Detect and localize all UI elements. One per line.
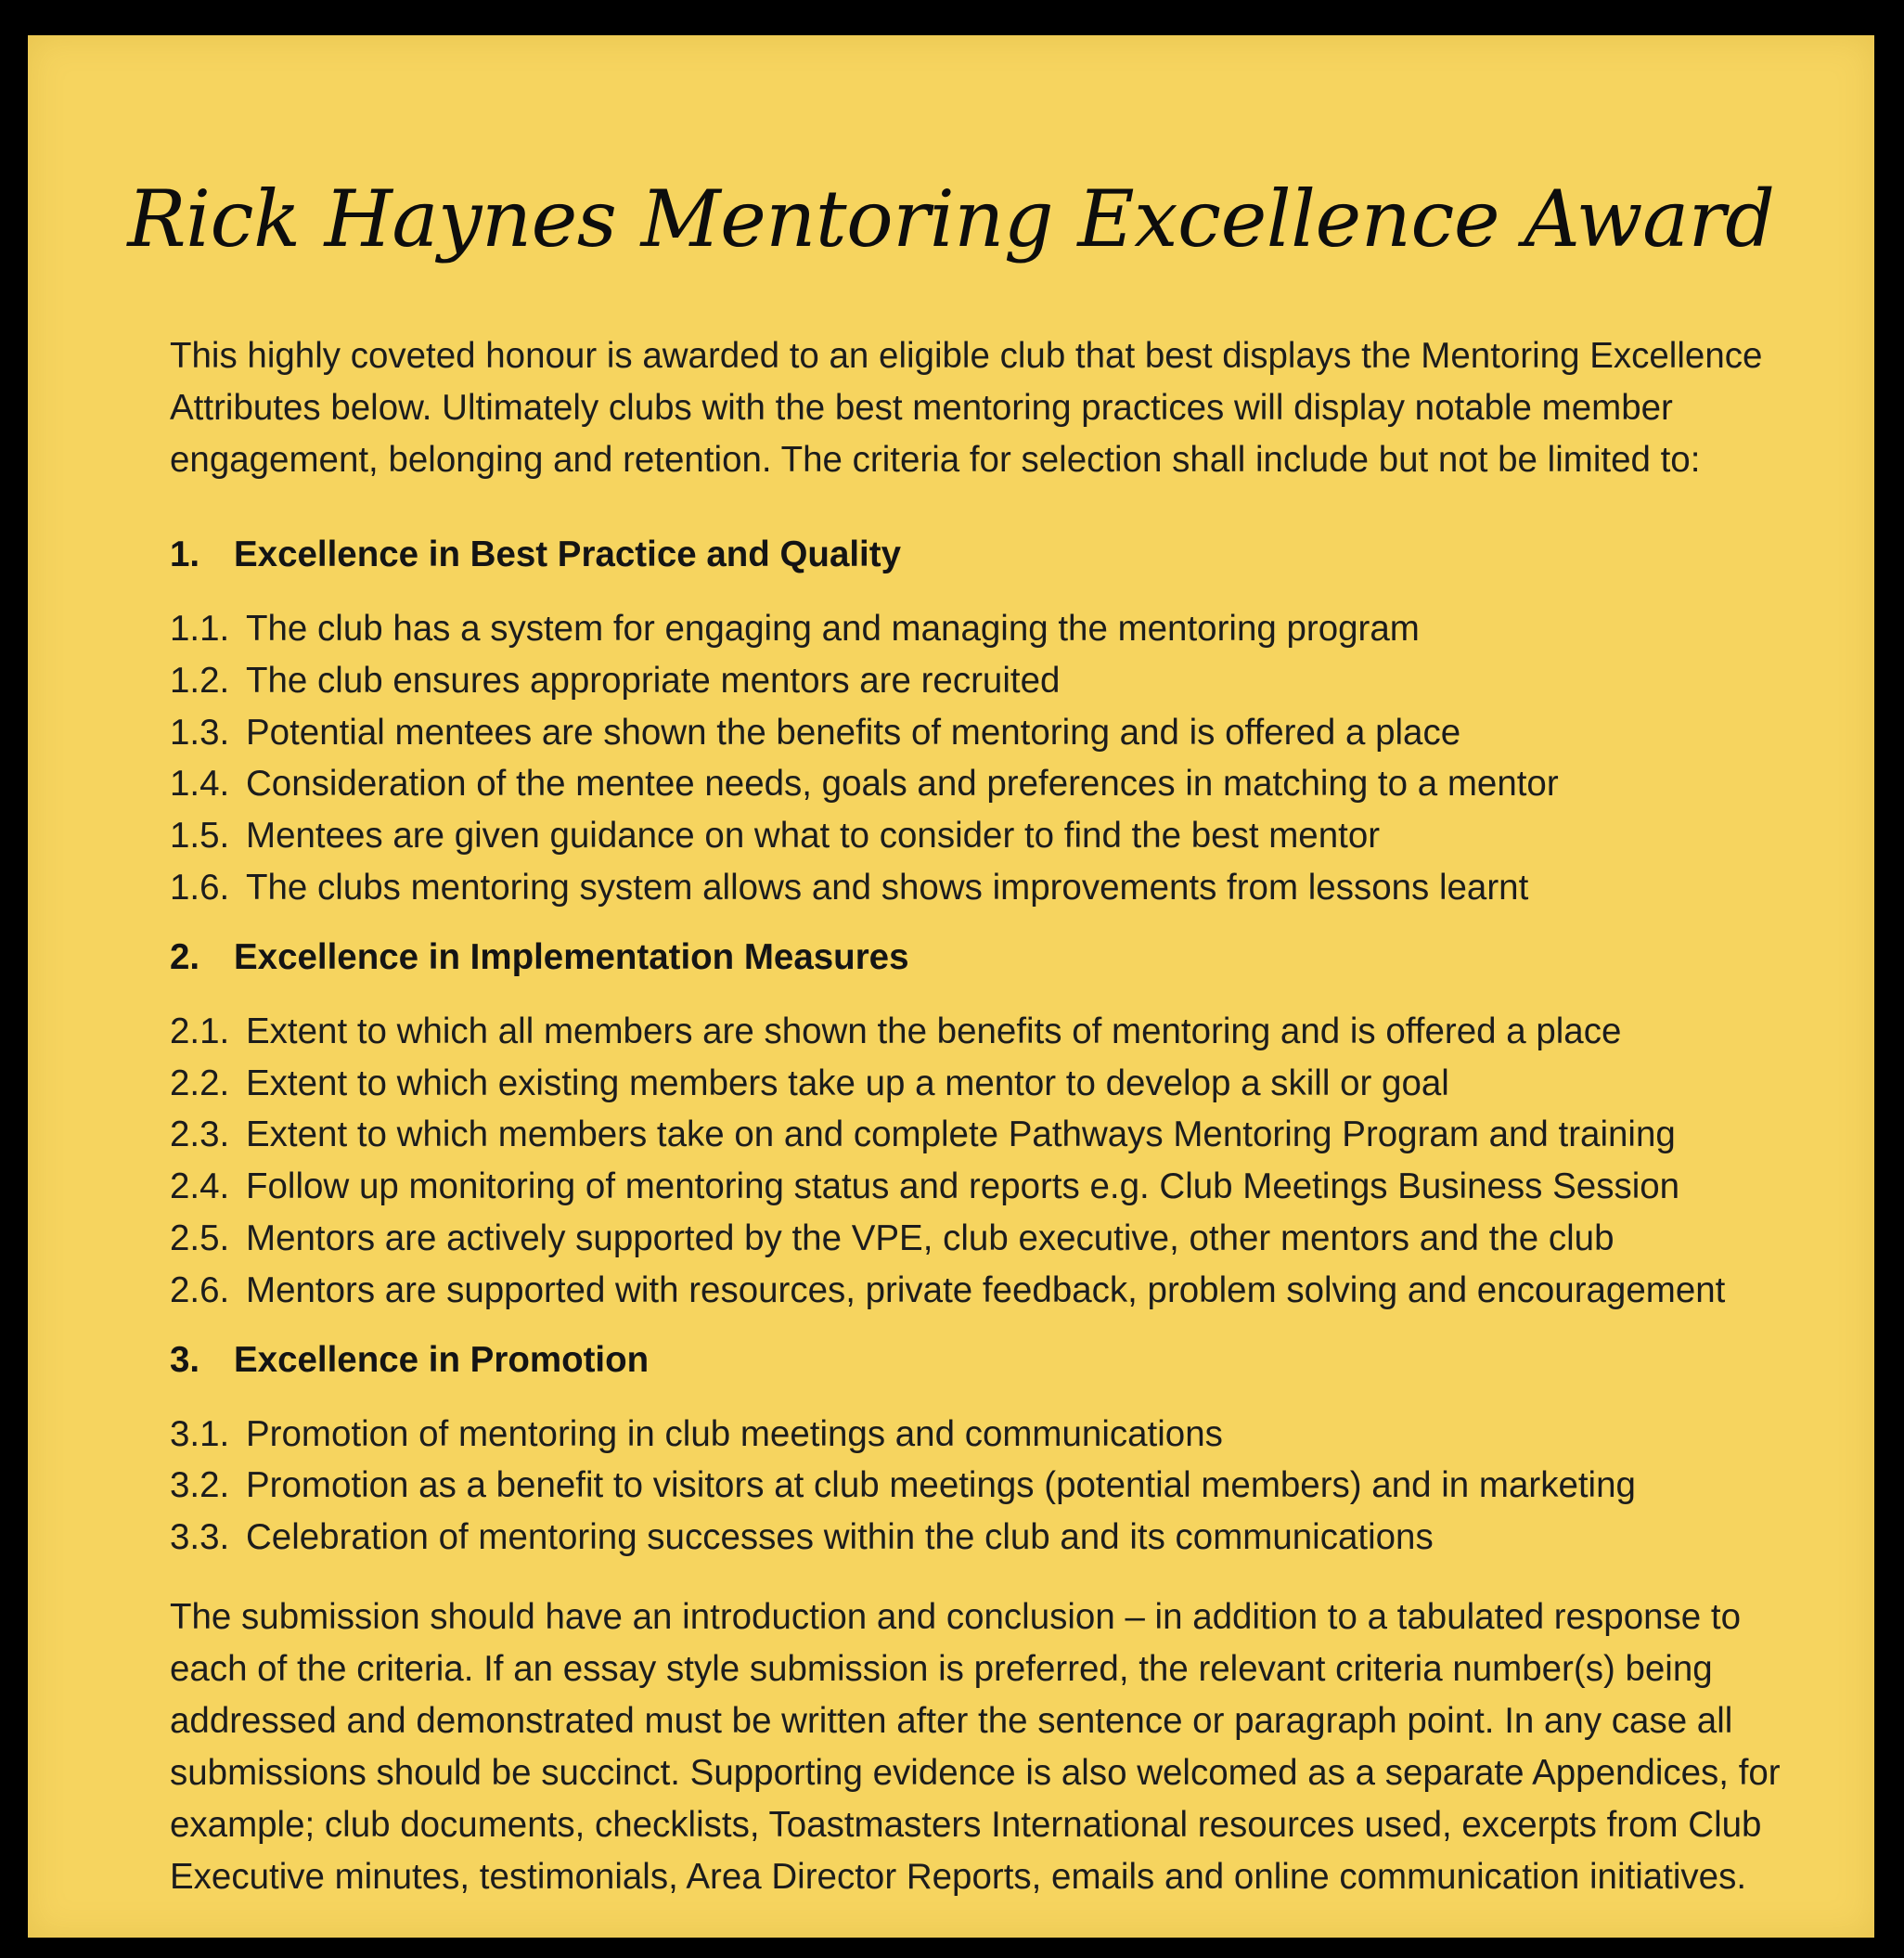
criteria-item [170, 1213, 1821, 1265]
item-text: The clubs mentoring system allows and shows improvements from lessons learnt [246, 867, 1529, 908]
criteria-section-1 [170, 529, 1821, 914]
item-number: 3.1. [170, 1413, 230, 1454]
section-heading [170, 932, 1821, 984]
criteria-section-3 [170, 1334, 1821, 1564]
item-text: Promotion as a benefit to visitors at club meetings (potential members) and in marketing [246, 1465, 1636, 1506]
item-number: 3.3. [170, 1517, 230, 1558]
item-number: 1.3. [170, 712, 230, 753]
item-text: Promotion of mentoring in club meetings and communications [246, 1413, 1223, 1454]
criteria-item [170, 1409, 1821, 1461]
item-number: 1.2. [170, 660, 230, 701]
item-number: 3.2. [170, 1465, 230, 1506]
intro-paragraph: This highly coveted honour is awarded to an eligible club that best displays the Mentoring Excellence Attributes below. Ultimately clubs with the best mentoring practices will display notable member engagement, belonging and retention. The criteria for selection shall include but not be limited to: [170, 336, 1763, 480]
item-text: Mentors are actively supported by the VPE, club executive, other mentors and the club [246, 1217, 1615, 1258]
item-text: Mentees are given guidance on what to consider to find the best mentor [246, 816, 1381, 857]
criteria-item [170, 810, 1821, 862]
criteria-item [170, 1058, 1821, 1110]
criteria-section-2 [170, 932, 1821, 1317]
criteria-item [170, 1109, 1821, 1161]
item-number: 2.2. [170, 1063, 230, 1103]
criteria-item [170, 1006, 1821, 1058]
criteria-item [170, 1265, 1821, 1317]
section-title: Excellence in Best Practice and Quality [234, 535, 901, 574]
item-number: 1.6. [170, 867, 230, 908]
criteria-item [170, 603, 1821, 655]
section-number: 1. [170, 535, 200, 574]
award-title: Rick Haynes Mentoring Excellence Award [127, 174, 1775, 264]
item-number: 1.1. [170, 609, 230, 649]
item-text: Consideration of the mentee needs, goals and preferences in matching to a mentor [246, 764, 1559, 805]
section-title: Excellence in Implementation Measures [234, 936, 909, 977]
criteria-item [170, 1460, 1821, 1512]
item-number: 1.5. [170, 816, 230, 857]
item-number: 2.4. [170, 1166, 230, 1207]
section-title: Excellence in Promotion [234, 1339, 650, 1380]
item-number: 2.1. [170, 1011, 230, 1051]
item-text: Extent to which existing members take up a mentor to develop a skill or goal [246, 1063, 1449, 1103]
criteria-item [170, 1512, 1821, 1564]
item-number: 2.3. [170, 1114, 230, 1155]
item-number: 2.5. [170, 1217, 230, 1258]
criteria-item [170, 707, 1821, 759]
closing-paragraph: The submission should have an introduction and conclusion – in addition to a tabulated response to each of the criteria. If an essay style submission is preferred, the relevant criteria number(s) being addressed and demonstrated must be written after the sentence or paragraph point. In any case all submissions should be succinct. Supporting evidence is also welcomed as a separate Appendices, for example; club documents, checklists, Toastmasters International resources used, excerpts from Club Executive minutes, testimonials, Area Director Reports, emails and online communication initiatives. [170, 1596, 1781, 1897]
item-text: Extent to which all members are shown the benefits of mentoring and is offered a place [246, 1011, 1622, 1051]
item-text: The club ensures appropriate mentors are recruited [246, 660, 1061, 701]
section-number: 2. [170, 936, 200, 977]
item-text: Celebration of mentoring successes within the club and its communications [246, 1517, 1434, 1558]
item-number: 2.6. [170, 1269, 230, 1310]
item-text: Extent to which members take on and complete Pathways Mentoring Program and training [246, 1114, 1676, 1155]
item-number: 1.4. [170, 764, 230, 805]
award-content [170, 330, 1821, 1903]
item-text: The club has a system for engaging and managing the mentoring program [246, 609, 1420, 649]
item-text: Follow up monitoring of mentoring status and reports e.g. Club Meetings Business Session [246, 1166, 1680, 1207]
section-number: 3. [170, 1339, 200, 1380]
section-heading [170, 1334, 1821, 1386]
item-text: Mentors are supported with resources, private feedback, problem solving and encouragement [246, 1269, 1726, 1310]
item-text: Potential mentees are shown the benefits of mentoring and is offered a place [246, 712, 1461, 753]
award-panel [28, 35, 1874, 1938]
criteria-item [170, 1161, 1821, 1213]
criteria-item [170, 758, 1821, 810]
criteria-item [170, 862, 1821, 914]
section-heading [170, 529, 1821, 581]
criteria-item [170, 655, 1821, 707]
